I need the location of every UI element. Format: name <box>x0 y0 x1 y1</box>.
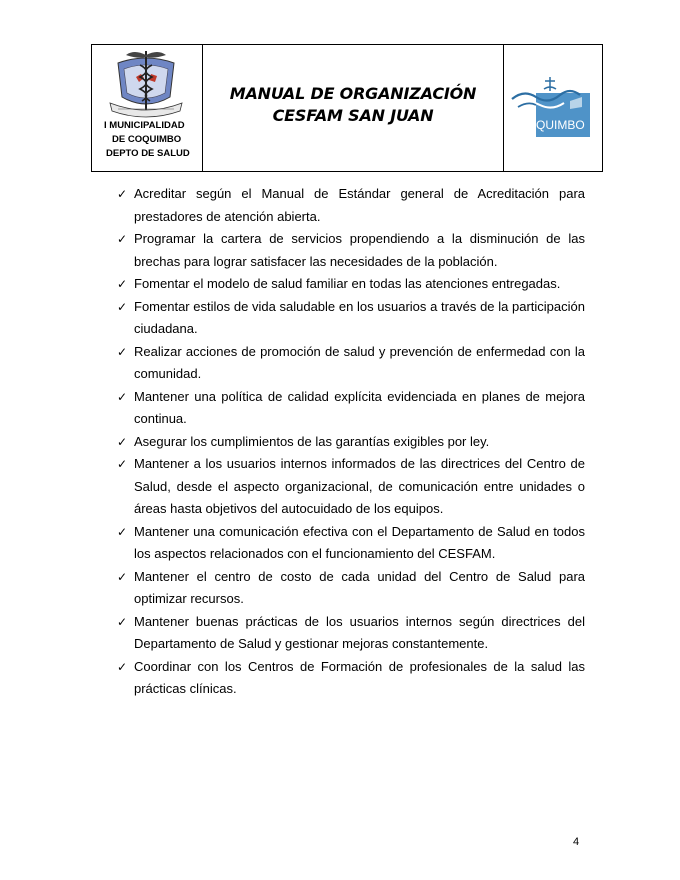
list-item-text: Mantener una comunicación efectiva con el Departamento de Salud en todos los aspectos relacionados con el funcionamiento del CESFAM. <box>134 523 585 561</box>
coquimbo-logo-text: COQUIMBO <box>518 118 585 132</box>
page-number: 4 <box>573 836 580 848</box>
check-icon: ✓ <box>117 614 128 629</box>
check-icon: ✓ <box>117 434 128 449</box>
check-icon: ✓ <box>117 659 128 674</box>
list-item-text: Acreditar según el Manual de Estándar general de Acreditación para prestadores de atención abierta. <box>134 186 585 224</box>
list-item <box>117 228 585 273</box>
objectives-list <box>117 183 585 701</box>
list-item-text: Asegurar los cumplimientos de las garantías exigibles por ley. <box>134 433 490 449</box>
list-item <box>117 611 585 656</box>
list-item-text: Fomentar el modelo de salud familiar en todas las atenciones entregadas. <box>134 276 561 291</box>
check-icon: ✓ <box>117 232 128 246</box>
check-icon: ✓ <box>117 277 128 291</box>
list-item-text: Mantener una política de calidad explícita evidenciada en planes de mejora continua. <box>134 388 585 426</box>
document-title-line-2: CESFAM SAN JUAN <box>272 106 434 125</box>
list-item-text: Realizar acciones de promoción de salud y prevención de enfermedad con la comunidad. <box>134 343 585 381</box>
list-item <box>117 296 585 341</box>
coquimbo-logo-cell <box>504 45 602 171</box>
check-icon: ✓ <box>117 389 128 404</box>
list-item <box>117 521 585 566</box>
list-item-text: Mantener el centro de costo de cada unidad del Centro de Salud para optimizar recursos. <box>134 568 585 606</box>
list-item-text: Fomentar estilos de vida saludable en los usuarios a través de la participación ciudadana. <box>134 298 585 336</box>
check-icon: ✓ <box>117 524 128 539</box>
check-icon: ✓ <box>117 187 128 201</box>
check-icon: ✓ <box>117 299 128 314</box>
list-item <box>117 656 585 701</box>
coquimbo-logo <box>510 73 594 141</box>
list-item <box>117 431 585 454</box>
list-item <box>117 341 585 386</box>
list-item <box>117 273 585 296</box>
municipality-cell <box>92 45 203 171</box>
check-icon: ✓ <box>117 569 128 584</box>
list-item-text: Mantener a los usuarios internos informados de las directrices del Centro de Salud, desde el aspecto organizacional, de comunicación entre unidades o áreas hasta objetivos del autocuidado de los equipos. <box>134 456 585 516</box>
check-icon: ✓ <box>117 457 128 471</box>
list-item-text: Mantener buenas prácticas de los usuarios internos según directrices del Departamento de Salud y gestionar mejoras constantemente. <box>134 613 585 651</box>
caduceus-crest-logo <box>104 47 188 121</box>
list-item <box>117 453 585 521</box>
title-cell <box>203 45 504 171</box>
header-table <box>91 44 603 172</box>
list-item-text: Coordinar con los Centros de Formación de profesionales de la salud las prácticas clínicas. <box>134 658 585 696</box>
list-item <box>117 183 585 228</box>
municipality-line-2: DE COQUIMBO <box>112 134 182 145</box>
list-item <box>117 566 585 611</box>
list-item-text: Programar la cartera de servicios propendiendo a la disminución de las brechas para lograr satisfacer las necesidades de la población. <box>134 231 585 269</box>
check-icon: ✓ <box>117 344 128 359</box>
municipality-line-1: I MUNICIPALIDAD <box>104 120 185 131</box>
municipality-text <box>92 119 202 161</box>
list-item <box>117 386 585 431</box>
document-title-line-1: MANUAL DE ORGANIZACIÓN <box>229 84 477 103</box>
municipality-line-3: DEPTO DE SALUD <box>106 148 190 159</box>
